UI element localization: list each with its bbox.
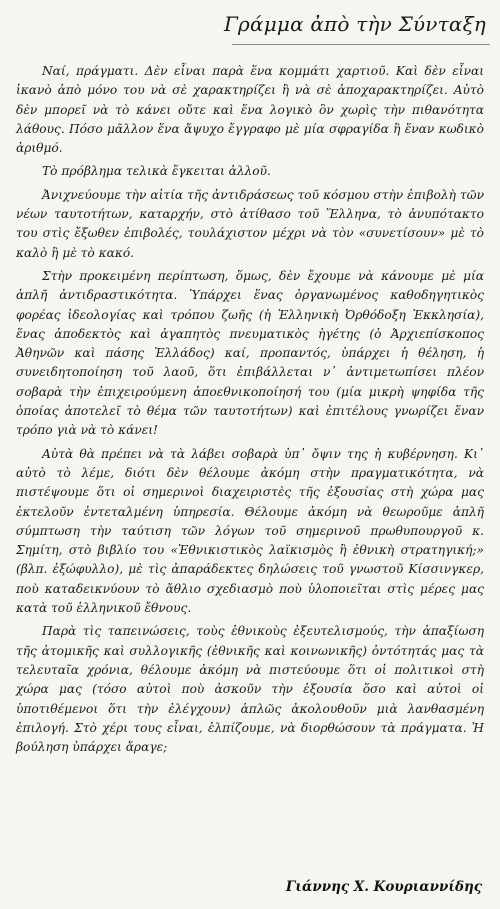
header <box>0 4 500 42</box>
paragraph: Τὸ πρόβλημα τελικὰ ἔγκειται ἀλλοῦ. <box>42 164 271 179</box>
title-divider <box>232 44 490 45</box>
paragraph: Ναί, πράγματι. Δὲν εἶναι παρὰ ἕνα κομμάτι χαρτιοῦ. Καὶ δὲν εἶναι ἱκανὸ ἀπὸ μόνο του νὰ σὲ χαρακτηρίζει ἢ νὰ σὲ ἀποχαρακτηρίζει. Αὐτὸ δὲν μπορεῖ νὰ τὸ κάνει οὔτε καὶ ἕνα λογικὸ ὂν χωρὶς τὴν πιθανότητα λάθους. Πόσο μᾶλλον ἕνα ἄψυχο ἔγγραφο μὲ μία σφραγίδα ἢ ἕναν κωδικὸ ἀριθμό. <box>16 64 484 156</box>
paragraph: Αὐτὰ θὰ πρέπει νὰ τὰ λάβει σοβαρὰ ὑπ᾽ ὄψιν της ἡ κυβέρνηση. Κι᾽ αὐτὸ τὸ λέμε, διότι δὲν θέλουμε ἀκόμη στὴν πραγματικότητα, νὰ πιστέψουμε ὅτι οἱ σημερινοὶ διαχειριστὲς τῆς ἐξουσίας στὴ χώρα μας ἐκτελοῦν ἐντεταλμένη ὑπηρεσία. Θέλουμε ἀκόμη νὰ θεωροῦμε ἁπλῆ σύμπτωση τὴν ταύτιση τῶν λόγων τοῦ σημερινοῦ πρωθυπουργοῦ κ. Σημίτη, στὸ βιβλίο του «Ἐθνικιστικὸς λαϊκισμὸς ἢ ἐθνικὴ στρατηγική;» (βλπ. ἐξώφυλλο), μὲ τὶς ἀπαράδεκτες δηλώσεις τοῦ γνωστοῦ Κίσσινγκερ, ποὺ καταδεικνύουν τὸ ἄθλιο σχεδιασμὸ ποὺ ὑλοποιεῖται στὶς μέρες μας κατὰ τοῦ ἑλληνικοῦ ἔθνους. <box>16 446 484 616</box>
paragraph: Ἀνιχνεύουμε τὴν αἰτία τῆς ἀντιδράσεως τοῦ κόσμου στὴν ἐπιβολὴ τῶν νέων ταυτοτήτων, καταρχήν, στὸ ἀτίθασο τοῦ Ἕλληνα, τὸ ἀνυπότακτο του στὶς ἔξωθεν ἐπιβολές, τουλάχιστον μέχρι νὰ τὸν «συνετίσουν» μὲ τὸ καλὸ ἢ μὲ τὸ κακό. <box>16 187 484 260</box>
author-signature: Γιάννης Χ. Κουριαννίδης <box>285 879 482 895</box>
page-title: Γράμμα ἀπὸ τὴν Σύνταξη <box>223 12 486 36</box>
article-body <box>16 62 484 761</box>
paragraph: Στὴν προκειμένη περίπτωση, ὅμως, δὲν ἔχουμε νὰ κάνουμε μὲ μία ἁπλῆ ἀντιδραστικότητα. Ὑπάρχει ἕνας ὀργανωμένος καθοδηγητικὸς φορέας ἰδεολογίας καὶ τρόπου ζωῆς (ἡ Ἑλληνικὴ Ὀρθόδοξη Ἐκκλησία), ἕνας ἀποδεκτὸς καὶ ἀγαπητὸς πνευματικὸς ἡγέτης (ὁ Ἀρχιεπίσκοπος Ἀθηνῶν καὶ πάσης Ἑλλάδος) καί, προπαντός, ὑπάρχει ἡ θέληση, ἡ συνειδητοποίηση τοῦ λαοῦ, ὅτι ἐπιβάλλεται ν᾽ ἀντιμετωπίσει πλέον σοβαρὰ τὴν ἐπιχειρούμενη ἀποεθνικοποίησή του (μία μικρὴ ψηφίδα τῆς ὁποίας ἀποτελεῖ τὸ θέμα τῶν ταυτοτήτων) καὶ ἐπιτέλους γνωρίζει ἕναν τρόπο γιὰ νὰ τὸ κάνει! <box>16 268 484 438</box>
paragraph: Παρὰ τὶς ταπεινώσεις, τοὺς ἐθνικοὺς ἐξευτελισμούς, τὴν ἀπαξίωση τῆς ἀτομικῆς καὶ συλλογικῆς (ἐθνικῆς καὶ κοινωνικῆς) ὀντότητάς μας τὰ τελευταῖα χρόνια, θέλουμε ἀκόμη νὰ πιστεύουμε ὅτι οἱ πολιτικοὶ στὴ χώρα μας (τόσο αὐτοὶ ποὺ ἀσκοῦν τὴν ἐξουσία ὅσο καὶ αὐτοὶ οἱ ὑποτιθέμενοι ὅτι τὴν ἐλέγχουν) ἁπλῶς ἀκολουθοῦν μιὰ λανθασμένη ἐπιλογή. Στὸ χέρι τους εἶναι, ἐλπίζουμε, νὰ διορθώσουν τὰ πράγματα. Ἡ βούληση ὑπάρχει ἄραγε; <box>16 624 484 755</box>
